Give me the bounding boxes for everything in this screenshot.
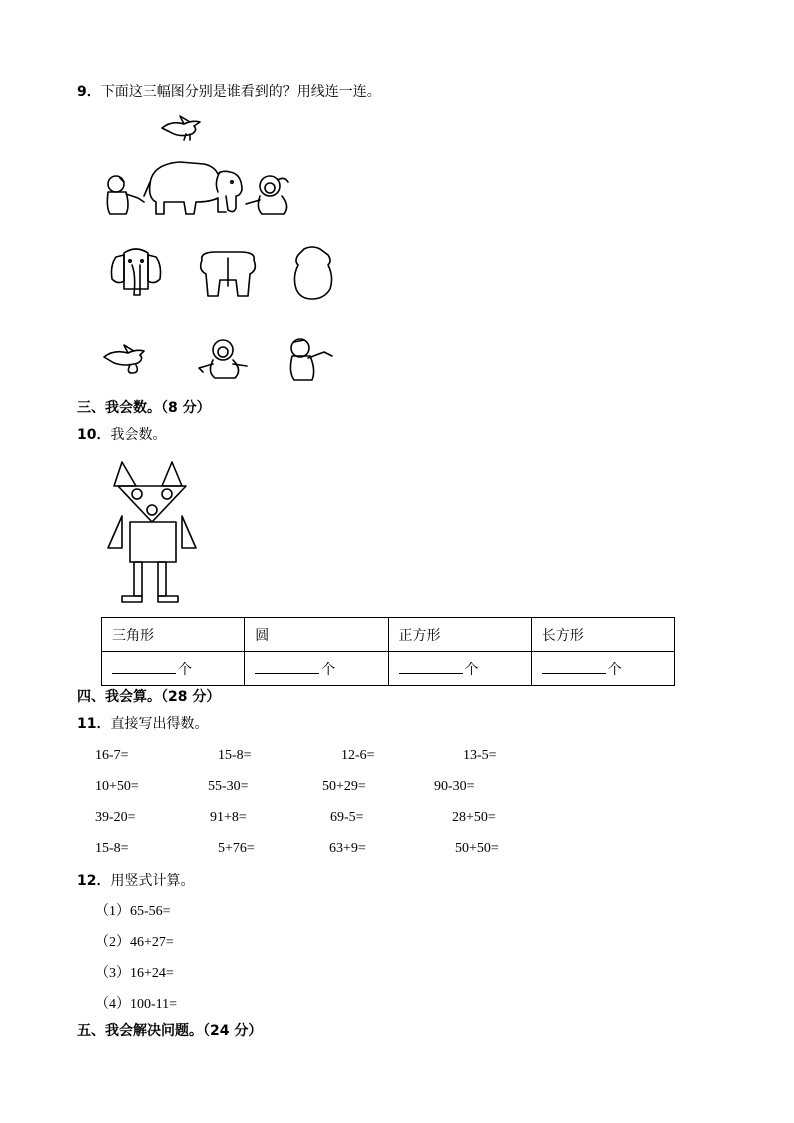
monkey-icon <box>246 176 288 214</box>
math-item: 10+50= <box>95 779 139 794</box>
elephant-icon <box>144 162 242 214</box>
header-triangle: 三角形 <box>102 618 245 652</box>
shape-figure-robot <box>106 462 198 606</box>
arm-triangle-left <box>108 516 122 548</box>
section-5-title: 五、我会解决问题。（24 分） <box>77 1023 263 1039</box>
math-item: 16-7= <box>95 748 129 763</box>
question-number: 11． <box>77 716 111 732</box>
vertical-calc-item: （2）46+27= <box>95 935 174 950</box>
question-number: 9． <box>77 84 101 100</box>
math-item: 13-5= <box>463 748 497 763</box>
math-item: 5+76= <box>218 841 255 856</box>
eye-circle-right <box>162 489 172 499</box>
answer-cell-triangle[interactable] <box>102 652 245 686</box>
shape-count-table <box>101 617 675 686</box>
math-item: 90-30= <box>434 779 475 794</box>
body-square <box>130 522 176 562</box>
eye-circle-left <box>132 489 142 499</box>
arm-triangle-right <box>182 516 196 548</box>
boy-icon <box>107 176 144 214</box>
question-number: 10． <box>77 427 111 443</box>
math-item: 91+8= <box>210 810 247 825</box>
question-number: 12． <box>77 873 111 889</box>
scene-illustration <box>100 112 310 222</box>
vertical-calc-item: （3）16+24= <box>95 966 174 981</box>
answer-cell-square[interactable] <box>388 652 531 686</box>
nose-circle <box>147 505 157 515</box>
math-item: 63+9= <box>329 841 366 856</box>
question-text: 下面这三幅图分别是谁看到的？用线连一连。 <box>100 84 381 100</box>
unit-label: 个 <box>464 661 479 678</box>
answer-blank[interactable] <box>112 661 176 674</box>
header-rectangle: 长方形 <box>531 618 674 652</box>
question-text: 我会数。 <box>110 427 167 443</box>
unit-label: 个 <box>321 661 336 678</box>
bird-viewer-icon <box>100 343 156 377</box>
section-3-title: 三、我会数。（8 分） <box>77 400 211 416</box>
elephant-top-view <box>290 247 336 301</box>
section-4-title: 四、我会算。（28 分） <box>77 689 221 705</box>
answer-cell-circle[interactable] <box>245 652 388 686</box>
question-text: 直接写出得数。 <box>110 716 209 732</box>
leg-rect-left <box>134 562 142 596</box>
math-item: 12-6= <box>341 748 375 763</box>
answer-blank[interactable] <box>255 661 319 674</box>
unit-label: 个 <box>178 661 192 678</box>
answer-blank[interactable] <box>542 661 606 674</box>
math-item: 28+50= <box>452 810 496 825</box>
monkey-viewer-icon <box>193 338 253 380</box>
head-triangle <box>118 486 186 522</box>
math-item: 69-5= <box>330 810 364 825</box>
math-item: 15-8= <box>218 748 252 763</box>
foot-rect-left <box>122 596 142 602</box>
leg-rect-right <box>158 562 166 596</box>
bird-icon <box>162 116 200 140</box>
question-text: 用竖式计算。 <box>110 873 195 889</box>
math-item: 55-30= <box>208 779 249 794</box>
ear-triangle-left <box>114 462 136 486</box>
vertical-calc-item: （4）100-11= <box>95 997 178 1012</box>
foot-rect-right <box>158 596 178 602</box>
math-item: 50+29= <box>322 779 366 794</box>
question-12 <box>77 873 194 889</box>
question-9 <box>77 84 381 100</box>
elephant-back-view <box>196 246 260 302</box>
header-circle: 圆 <box>245 618 388 652</box>
question-10 <box>77 427 166 443</box>
table-answer-row <box>102 652 675 686</box>
answer-cell-rectangle[interactable] <box>531 652 674 686</box>
math-item: 15-8= <box>95 841 129 856</box>
answer-blank[interactable] <box>399 661 463 674</box>
header-square: 正方形 <box>388 618 531 652</box>
boy-viewer-icon <box>286 336 338 384</box>
math-item: 50+50= <box>455 841 499 856</box>
ear-triangle-right <box>162 462 182 486</box>
elephant-front-view <box>106 245 166 301</box>
vertical-calc-item: （1）65-56= <box>95 904 171 919</box>
question-11 <box>77 716 208 732</box>
table-header-row <box>102 618 675 652</box>
math-item: 39-20= <box>95 810 136 825</box>
unit-label: 个 <box>607 661 622 678</box>
